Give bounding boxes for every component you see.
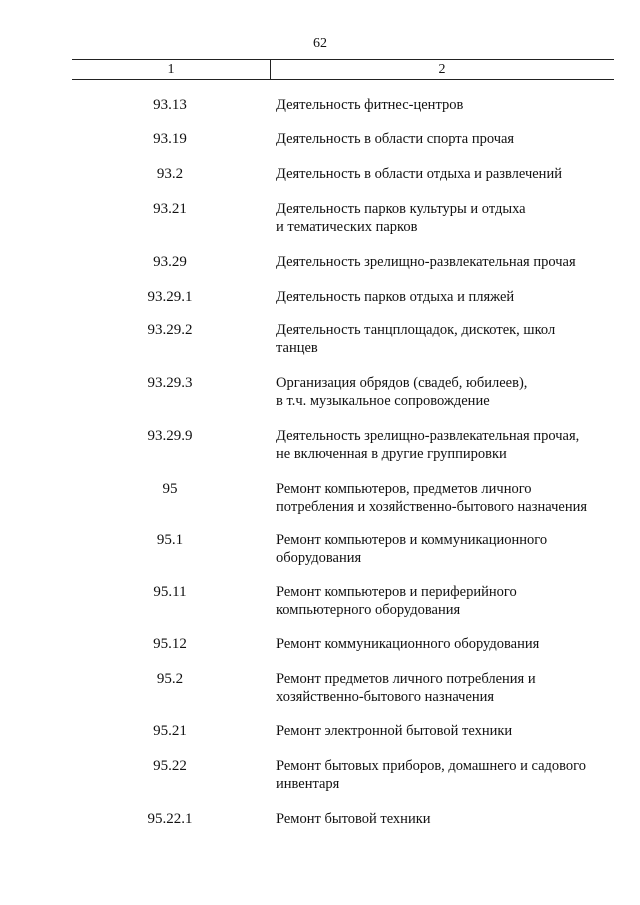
okved-code: 93.13	[153, 97, 187, 113]
description-line: оборудования	[276, 550, 362, 566]
okved-code: 93.19	[153, 131, 187, 147]
activity-description	[276, 810, 626, 828]
activity-description	[276, 165, 626, 183]
description-line: Деятельность зрелищно-развлекательная прочая,	[276, 428, 580, 444]
activity-description	[276, 427, 626, 463]
okved-code: 95	[162, 481, 178, 497]
activity-description	[276, 130, 626, 148]
description-line: потребления и хозяйственно-бытового назначения	[276, 499, 588, 515]
activity-description	[276, 480, 626, 516]
activity-description	[276, 722, 626, 740]
okved-code: 95.22	[153, 758, 187, 774]
description-line: Ремонт компьютеров, предметов личного	[276, 481, 532, 497]
description-line: Ремонт бытовых приборов, домашнего и садового	[276, 758, 587, 774]
description-line: Деятельность в области спорта прочая	[276, 131, 515, 147]
activity-description	[276, 757, 626, 793]
okved-code: 95.12	[153, 636, 187, 652]
description-line: и тематических парков	[276, 219, 418, 235]
activity-description	[276, 321, 626, 357]
description-line: инвентаря	[276, 776, 340, 792]
okved-code: 93.29.1	[147, 289, 193, 305]
description-line: Деятельность зрелищно-развлекательная прочая	[276, 254, 576, 270]
table-top-rule	[72, 59, 614, 60]
okved-code: 93.29.9	[147, 428, 193, 444]
description-line: Деятельность парков отдыха и пляжей	[276, 289, 515, 305]
activity-description	[276, 288, 626, 306]
description-line: Деятельность в области отдыха и развлечений	[276, 166, 562, 182]
description-line: Ремонт компьютеров и коммуникационного	[276, 532, 548, 548]
table-header-rule	[72, 79, 614, 80]
activity-description	[276, 583, 626, 619]
description-line: Деятельность фитнес-центров	[276, 97, 464, 113]
activity-description	[276, 531, 626, 567]
okved-code: 93.29	[153, 254, 187, 270]
description-line: в т.ч. музыкальное сопровождение	[276, 393, 490, 409]
activity-description	[276, 253, 626, 271]
description-line: Деятельность танцплощадок, дискотек, школ	[276, 322, 556, 338]
description-line: Организация обрядов (свадеб, юбилеев),	[276, 375, 528, 391]
column-header-1: 1	[167, 62, 175, 77]
description-line: танцев	[276, 340, 318, 356]
description-line: Ремонт компьютеров и периферийного	[276, 584, 517, 600]
okved-code: 95.2	[156, 671, 184, 687]
description-line: хозяйственно-бытового назначения	[276, 689, 495, 705]
description-line: Ремонт электронной бытовой техники	[276, 723, 513, 739]
okved-code: 93.29.3	[147, 375, 193, 391]
activity-description	[276, 200, 626, 236]
okved-code: 93.29.2	[147, 322, 193, 338]
description-line: Ремонт коммуникационного оборудования	[276, 636, 540, 652]
okved-code: 93.2	[156, 166, 184, 182]
description-line: Ремонт предметов личного потребления и	[276, 671, 536, 687]
okved-code: 95.11	[153, 584, 187, 600]
okved-code: 95.22.1	[147, 811, 193, 827]
description-line: не включенная в другие группировки	[276, 446, 507, 462]
description-line: Деятельность парков культуры и отдыха	[276, 201, 526, 217]
activity-description	[276, 96, 626, 114]
description-line: Ремонт бытовой техники	[276, 811, 431, 827]
okved-code: 93.21	[153, 201, 187, 217]
activity-description	[276, 635, 626, 653]
okved-code: 95.1	[156, 532, 184, 548]
activity-description	[276, 670, 626, 706]
activity-description	[276, 374, 626, 410]
page-number: 62	[313, 36, 327, 51]
okved-code: 95.21	[153, 723, 187, 739]
description-line: компьютерного оборудования	[276, 602, 461, 618]
column-header-2: 2	[438, 62, 446, 77]
